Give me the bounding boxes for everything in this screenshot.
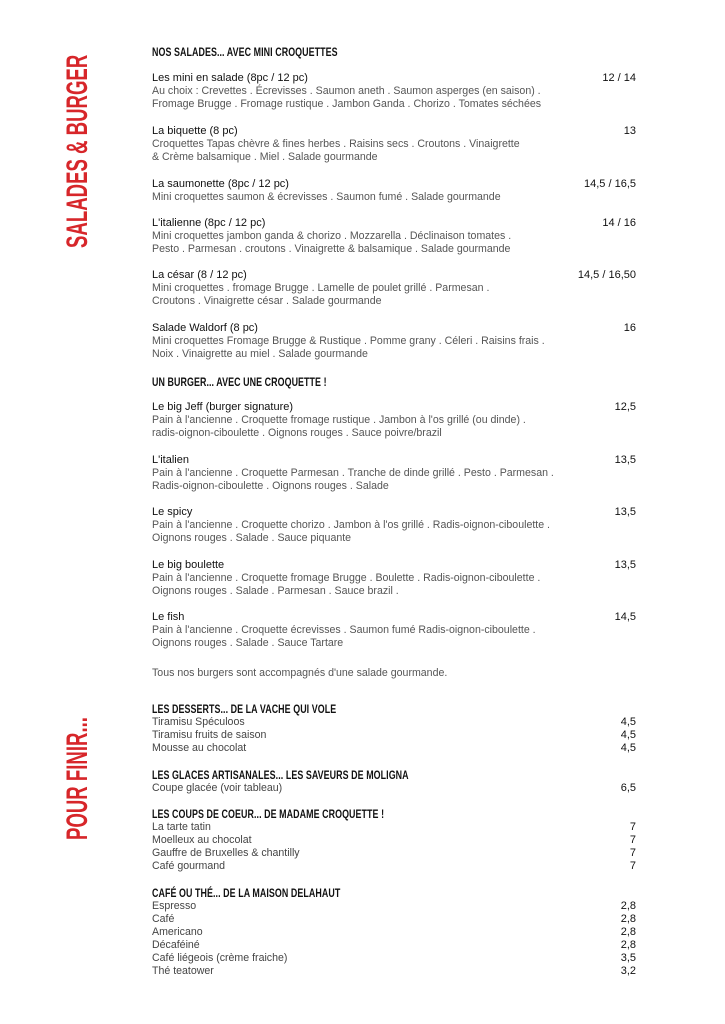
- item-name: Tiramisu Spéculoos: [152, 716, 245, 728]
- item-name: Moelleux au chocolat: [152, 834, 252, 846]
- item-desc-line: Pain à l'ancienne . Croquette fromage Brugge . Boulette . Radis-oignon-ciboulette .: [152, 572, 541, 584]
- item-price: 14,5 / 16,50: [577, 269, 636, 281]
- item-desc-line: Croquettes Tapas chèvre & fines herbes . Raisins secs . Croutons . Vinaigrette: [152, 138, 520, 150]
- side-title-pour-finir: POUR FINIR...: [61, 717, 94, 840]
- item-price: 16: [623, 322, 636, 334]
- coups-de-coeur-list: [152, 821, 636, 873]
- item-price: 3,5: [620, 952, 636, 964]
- section-title-desserts: LES DESSERTS... DE LA VACHE QUI VOLE: [152, 702, 337, 716]
- item-price: 4,5: [620, 716, 636, 728]
- list-item: [152, 716, 636, 729]
- item-price: 13: [623, 125, 636, 137]
- item-desc-line: Pain à l'ancienne . Croquette écrevisses . Saumon fumé Radis-oignon-ciboulette .: [152, 624, 536, 636]
- item-name: La saumonette (8pc / 12 pc): [152, 178, 289, 190]
- item-desc-line: Mini croquettes Fromage Brugge & Rustique . Pomme grany . Céleri . Raisins frais .: [152, 335, 545, 347]
- item-name: Coupe glacée (voir tableau): [152, 782, 283, 794]
- list-item: [152, 782, 636, 795]
- list-item: [152, 847, 636, 860]
- item-desc-line: Croutons . Vinaigrette césar . Salade gourmande: [152, 295, 382, 307]
- item-name: L'italienne (8pc / 12 pc): [152, 217, 266, 229]
- item-desc-line: Mini croquettes jambon ganda & chorizo . Mozzarella . Déclinaison tomates .: [152, 230, 512, 242]
- item-desc-line: Pain à l'ancienne . Croquette Parmesan . Tranche de dinde grillé . Pesto . Parmesan .: [152, 467, 554, 479]
- item-desc-line: Fromage Brugge . Fromage rustique . Jambon Ganda . Chorizo . Tomates séchées: [152, 98, 542, 110]
- item-name: Thé teatower: [152, 965, 214, 977]
- section-title-burgers: UN BURGER... AVEC UNE CROQUETTE !: [152, 375, 327, 389]
- item-name: Décaféiné: [152, 939, 200, 951]
- item-price: 13,5: [614, 454, 636, 466]
- item-name: L'italien: [152, 454, 189, 466]
- menu-item-waldorf: [152, 322, 636, 361]
- section-title-coups-de-coeur: LES COUPS DE COEUR... DE MADAME CROQUETTE !: [152, 807, 385, 821]
- item-name: La biquette (8 pc): [152, 125, 238, 137]
- item-desc-line: Oignons rouges . Salade . Sauce Tartare: [152, 637, 344, 649]
- item-desc-line: Mini croquettes . fromage Brugge . Lamelle de poulet grillé . Parmesan .: [152, 282, 490, 294]
- item-name: Salade Waldorf (8 pc): [152, 322, 258, 334]
- list-item: [152, 821, 636, 834]
- item-desc-line: Pesto . Parmesan . croutons . Vinaigrette & balsamique . Salade gourmande: [152, 243, 511, 255]
- burger-note: Tous nos burgers sont accompagnés d'une salade gourmande.: [152, 667, 448, 679]
- item-name: La tarte tatin: [152, 821, 211, 833]
- menu-item-biquette: [152, 125, 636, 164]
- list-item: [152, 939, 636, 952]
- item-price: 7: [629, 834, 636, 846]
- desserts-list: [152, 716, 636, 755]
- item-price: 7: [629, 860, 636, 872]
- list-item: [152, 913, 636, 926]
- item-name: Le fish: [152, 611, 185, 623]
- item-price: 2,8: [620, 939, 636, 951]
- menu-item-fish: [152, 611, 636, 650]
- list-item: [152, 729, 636, 742]
- menu-item-italienne: [152, 217, 636, 256]
- side-title-salades-burger: SALADES & BURGER: [61, 54, 94, 248]
- item-name: La césar (8 / 12 pc): [152, 269, 247, 281]
- menu-item-big-jeff: [152, 401, 636, 440]
- item-price: 14,5 / 16,5: [584, 178, 636, 190]
- list-item: [152, 965, 636, 978]
- menu-item-saumonette: [152, 178, 636, 204]
- item-desc-line: Pain à l'ancienne . Croquette chorizo . Jambon à l'os grillé . Radis-oignon-ciboulette .: [152, 519, 551, 531]
- item-desc-line: radis-oignon-ciboulette . Oignons rouges . Sauce poivre/brazil: [152, 427, 442, 439]
- item-price: 3,2: [620, 965, 636, 977]
- list-item: [152, 900, 636, 913]
- item-desc-line: Au choix : Crevettes . Écrevisses . Saumon aneth . Saumon asperges (en saison) .: [152, 85, 541, 97]
- item-price: 2,8: [620, 900, 636, 912]
- item-price: 13,5: [614, 559, 636, 571]
- item-name: Les mini en salade (8pc / 12 pc): [152, 72, 308, 84]
- item-desc-line: Oignons rouges . Salade . Parmesan . Sauce brazil .: [152, 585, 399, 597]
- item-name: Café liégeois (crème fraiche): [152, 952, 288, 964]
- list-item: [152, 952, 636, 965]
- item-price: 7: [629, 847, 636, 859]
- section-title-cafe: CAFÉ OU THÉ... DE LA MAISON DELAHAUT: [152, 886, 341, 900]
- item-price: 12 / 14: [602, 72, 636, 84]
- item-name: Le big Jeff (burger signature): [152, 401, 294, 413]
- list-item: [152, 860, 636, 873]
- menu-item-italien: [152, 454, 636, 493]
- item-price: 7: [629, 821, 636, 833]
- menu-item-big-boulette: [152, 559, 636, 598]
- item-name: Tiramisu fruits de saison: [152, 729, 267, 741]
- item-price: 4,5: [620, 729, 636, 741]
- item-name: Americano: [152, 926, 203, 938]
- item-name: Café gourmand: [152, 860, 226, 872]
- item-desc-line: Noix . Vinaigrette au miel . Salade gourmande: [152, 348, 368, 360]
- item-desc-line: Mini croquettes saumon & écrevisses . Saumon fumé . Salade gourmande: [152, 191, 501, 203]
- item-price: 14,5: [614, 611, 636, 623]
- section-title-glaces: LES GLACES ARTISANALES... LES SAVEURS DE MOLIGNA: [152, 768, 409, 782]
- cafe-list: [152, 900, 636, 978]
- menu-item-cesar: [152, 269, 636, 308]
- item-desc-line: Pain à l'ancienne . Croquette fromage rustique . Jambon à l'os grillé (ou dinde) .: [152, 414, 526, 426]
- item-price: 2,8: [620, 926, 636, 938]
- item-price: 12,5: [614, 401, 636, 413]
- item-price: 2,8: [620, 913, 636, 925]
- item-name: Le spicy: [152, 506, 193, 518]
- item-price: 4,5: [620, 742, 636, 754]
- item-desc-line: Radis-oignon-ciboulette . Oignons rouges . Salade: [152, 480, 389, 492]
- item-price: 14 / 16: [602, 217, 636, 229]
- item-desc-line: & Crème balsamique . Miel . Salade gourmande: [152, 151, 378, 163]
- item-desc-line: Oignons rouges . Salade . Sauce piquante: [152, 532, 352, 544]
- item-price: 6,5: [620, 782, 636, 794]
- item-name: Le big boulette: [152, 559, 225, 571]
- item-name: Espresso: [152, 900, 197, 912]
- item-name: Gauffre de Bruxelles & chantilly: [152, 847, 300, 859]
- item-name: Café: [152, 913, 175, 925]
- section-title-salades: NOS SALADES... AVEC MINI CROQUETTES: [152, 45, 338, 59]
- menu-item-mini-en-salade: [152, 72, 636, 111]
- menu-item-spicy: [152, 506, 636, 545]
- item-name: Mousse au chocolat: [152, 742, 247, 754]
- item-price: 13,5: [614, 506, 636, 518]
- list-item: [152, 834, 636, 847]
- list-item: [152, 926, 636, 939]
- glaces-list: [152, 782, 636, 795]
- list-item: [152, 742, 636, 755]
